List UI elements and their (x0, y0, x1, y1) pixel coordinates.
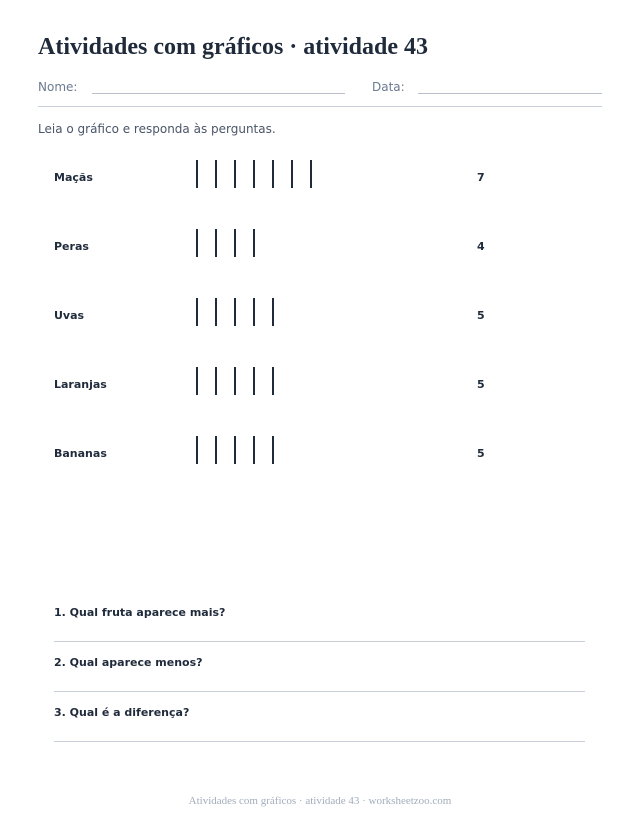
tally-mark (272, 436, 274, 464)
answer-line-1[interactable] (54, 641, 585, 642)
tally-mark (253, 160, 255, 188)
answer-line-3[interactable] (54, 741, 585, 742)
tally-mark (234, 298, 236, 326)
tally-mark (272, 160, 274, 188)
row-label: Uvas (54, 309, 85, 322)
answer-line-2[interactable] (54, 691, 585, 692)
page-title: Atividades com gráficos · atividade 43 (38, 34, 428, 60)
tally-mark (272, 298, 274, 326)
row-label: Peras (54, 240, 89, 253)
tally-mark (253, 229, 255, 257)
tally-mark (215, 229, 217, 257)
tally-mark (215, 436, 217, 464)
row-label: Laranjas (54, 378, 107, 391)
tally-mark (310, 160, 312, 188)
tally-mark (253, 436, 255, 464)
tally-mark (291, 160, 293, 188)
tally-mark (234, 229, 236, 257)
tally-mark (196, 436, 198, 464)
instructions-text: Leia o gráfico e responda às perguntas. (38, 122, 276, 136)
tally-mark (215, 298, 217, 326)
tally-mark (234, 160, 236, 188)
tally-mark (234, 367, 236, 395)
tally-mark (196, 229, 198, 257)
question-2: 2. Qual aparece menos? (54, 656, 203, 669)
tally-mark (215, 367, 217, 395)
row-count: 7 (477, 171, 485, 184)
name-label: Nome: (38, 80, 78, 94)
row-count: 5 (477, 447, 485, 460)
tally-mark (215, 160, 217, 188)
tally-mark (196, 367, 198, 395)
row-count: 5 (477, 378, 485, 391)
row-count: 4 (477, 240, 485, 253)
tally-mark (196, 298, 198, 326)
date-label: Data: (372, 80, 405, 94)
tally-mark (253, 298, 255, 326)
question-3: 3. Qual é a diferença? (54, 706, 190, 719)
row-label: Maçãs (54, 171, 93, 184)
row-label: Bananas (54, 447, 107, 460)
question-1: 1. Qual fruta aparece mais? (54, 606, 226, 619)
tally-mark (272, 367, 274, 395)
tally-mark (234, 436, 236, 464)
tally-mark (253, 367, 255, 395)
tally-mark (196, 160, 198, 188)
page-footer: Atividades com gráficos · atividade 43 · worksheetzoo.com (188, 795, 452, 807)
row-count: 5 (477, 309, 485, 322)
